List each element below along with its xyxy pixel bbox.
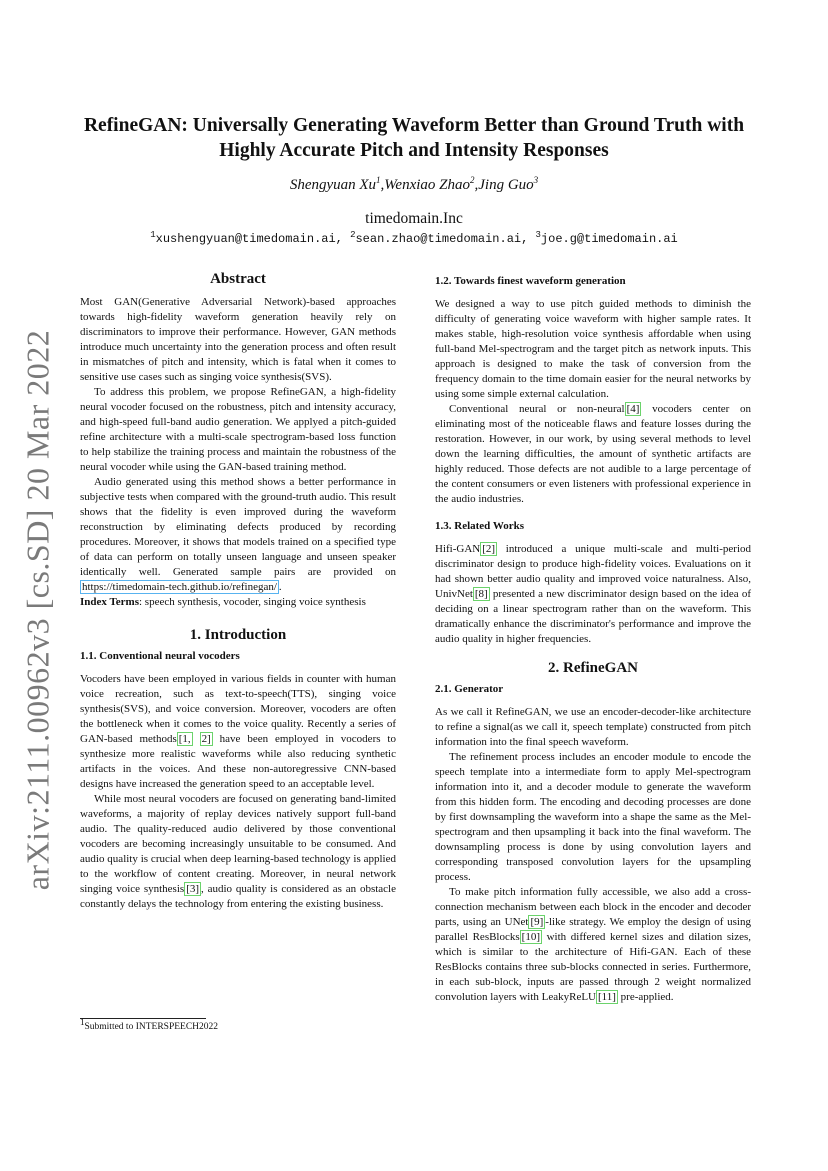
subsection-heading: 1.2. Towards finest waveform generation bbox=[435, 275, 626, 287]
citation-link[interactable]: 2] bbox=[201, 733, 211, 745]
email-mark: 1 bbox=[150, 230, 156, 240]
body-paragraph: As we call it RefineGAN, we use an encoder-decoder-like architecture to refine a signal(as we call it, speech template) constructed from pitch information into the final speech waveform. bbox=[435, 706, 751, 748]
body-paragraph bbox=[80, 792, 396, 912]
paper-title: RefineGAN: Universally Generating Waveform Better than Ground Truth with Highly Accurate Pitch and Intensity Responses bbox=[83, 115, 745, 161]
abstract-heading: Abstract bbox=[210, 271, 266, 287]
footnote bbox=[80, 1018, 396, 1032]
citation-link[interactable]: [3] bbox=[186, 883, 200, 895]
subsection-heading: 1.3. Related Works bbox=[435, 520, 525, 532]
author-affil-mark: 3 bbox=[533, 175, 539, 185]
citation-link[interactable]: [10] bbox=[521, 931, 540, 943]
body-text: with differed kernel sizes and dilation sizes, which is similar to the architecture of Hifi-GAN. Each of these ResBlocks contains three sub-blocks connected in series. Furthermore, in each sub-block, inputs are passed through 2 weight normalized convolution layers with LeakyReLU bbox=[435, 931, 751, 1003]
author-email: joe.g@timedomain.ai bbox=[540, 232, 678, 246]
author-email: xushengyuan@timedomain.ai, bbox=[155, 232, 343, 246]
introduction-heading: 1. Introduction bbox=[189, 627, 287, 643]
body-paragraph bbox=[80, 672, 396, 792]
author-name: Shengyuan Xu bbox=[289, 177, 377, 193]
footnote-mark: 1 bbox=[80, 1017, 85, 1027]
body-text: vocoders center on eliminating most of the noticeable flaws and feature losses during the restoration. However, in our work, by using several methods to level down the learning difficulties, the amount of synthetic artifacts are highly reduced. Those defects are not audible to a large percentage of the content consumers or even listeners with professional experience in the audio industries. bbox=[435, 403, 751, 505]
author-emails bbox=[80, 232, 748, 246]
subsection-heading: 1.1. Conventional neural vocoders bbox=[80, 650, 240, 662]
footnote-rule bbox=[80, 1018, 206, 1019]
body-text: pre-applied. bbox=[617, 991, 674, 1003]
author-affil-mark: 2 bbox=[470, 175, 475, 185]
subsection-heading: 2.1. Generator bbox=[435, 683, 504, 695]
body-text: While most neural vocoders are focused on generating band-limited waveforms, a majority of replay devices natively support full-band audio. The quality-reduced audio delivered by those conventional vocoders are becoming increasingly unsuitable to be consumed. And audio quality is crucial when deep learning-based technology is applied to the workflow of content creating. Moreover, in neural network singing voice synthesis bbox=[80, 793, 396, 895]
index-terms-text: : speech synthesis, vocoder, singing voice synthesis bbox=[139, 596, 366, 608]
body-text: presented a new discriminator design based on the idea of deciding on a linear spectrogram rather than on the waveform. This dramatically enhance the discriminator's performance and improve the audio quality in higher frequencies. bbox=[435, 588, 751, 645]
abstract-text: Audio generated using this method shows a better performance in subjective tests when compared with the ground-truth audio. This result shows that the fidelity is even improved during the waveform reconstruction by eliminating defects produced by recording procedures. Moreover, it shows that models trained on a specified type of data can perform on totally unseen language and unseen speaker identically well. Generated sample pairs are provided on bbox=[80, 476, 396, 578]
abstract-text: . bbox=[278, 581, 282, 593]
arxiv-id-text: arXiv:2111.00962v3 [cs.SD] 20 Mar 2022 bbox=[19, 329, 56, 891]
body-paragraph bbox=[435, 542, 751, 647]
affiliation: timedomain.Inc bbox=[365, 210, 463, 227]
citation-link[interactable]: [2] bbox=[482, 543, 496, 555]
citation-link[interactable]: [4] bbox=[626, 403, 640, 415]
index-terms-label: Index Terms bbox=[80, 596, 139, 608]
author-name: Jing Guo bbox=[478, 177, 534, 193]
author-name: Wenxiao Zhao bbox=[384, 177, 470, 193]
citation-link[interactable]: [1, bbox=[178, 733, 191, 745]
body-text: Hifi-GAN bbox=[435, 543, 481, 555]
author-list: Shengyuan Xu$^1$,Wenxiao Zhao$^2$,Jing Guo$^3$ bbox=[289, 175, 539, 193]
citation-link[interactable]: [8] bbox=[474, 588, 488, 600]
abstract-paragraph bbox=[80, 475, 396, 595]
body-text: , audio quality is considered as an obstacle constantly delays the technology from entering the existing business. bbox=[80, 883, 396, 910]
author-email: sean.zhao@timedomain.ai, bbox=[355, 232, 529, 246]
sample-pairs-link[interactable]: https://timedomain-tech.github.io/refinegan/ bbox=[82, 581, 277, 593]
right-column bbox=[435, 274, 751, 1005]
body-text: -like strategy. We employ the design of using parallel ResBlocks bbox=[435, 916, 751, 943]
author-affil-mark: 1 bbox=[376, 175, 381, 185]
body-paragraph bbox=[435, 885, 751, 1005]
abstract-paragraph: Most GAN(Generative Adversarial Network)-based approaches towards high-fidelity waveform generation heavily rely on discriminators to improve their performance. However, GAN methods introduce much uncertainty into the generation process and often result in mismatches of pitch and intensity, which is fatal when it comes to sensitive use cases such as singing voice synthesis(SVS). bbox=[80, 296, 396, 383]
body-text: Conventional neural or non-neural bbox=[449, 403, 625, 415]
email-mark: 3 bbox=[535, 230, 541, 240]
email-mark: 2 bbox=[350, 230, 356, 240]
refinegan-heading: 2. RefineGAN bbox=[548, 660, 638, 676]
left-column bbox=[80, 272, 396, 912]
index-terms bbox=[80, 595, 396, 610]
body-paragraph bbox=[435, 402, 751, 507]
body-text: introduced a unique multi-scale and multi-period discriminator design to produce high-fidelity voices. Evaluations on it had shown better audio quality and improved voice naturalness. Also, UnivNet bbox=[435, 543, 751, 600]
body-text: have been employed in vocoders to synthesize more realistic waveforms while also reducing synthetic artifacts in the voices. And these non-autoregressive CNN-based designs have increased the generation speed to an acceptable level. bbox=[80, 733, 396, 790]
body-text: To make pitch information fully accessible, we also add a cross-connection mechanism between each block in the encoder and decoder parts, using an UNet bbox=[435, 886, 751, 928]
body-paragraph: We designed a way to use pitch guided methods to diminish the difficulty of generating voice waveform with higher sample rates. It makes stable, high-resolution voice synthesis affordable when using full-band Mel-spectrogram and the target pitch as network inputs. This approach is designed to make the task of conversion from the frequency domain to the time domain easier for the neural networks by using some simple external calculation. bbox=[435, 298, 751, 400]
body-text: Vocoders have been employed in various fields in counter with human voice recreation, such as text-to-speech(TTS), singing voice synthesis(SVS), and voice conversion. Moreover, vocoders are often the bottleneck when it comes to the voice quality. Recently a series of GAN-based methods bbox=[80, 673, 396, 745]
arxiv-identifier bbox=[18, 329, 58, 891]
citation-link[interactable]: [11] bbox=[598, 991, 616, 1003]
abstract-paragraph: To address this problem, we propose RefineGAN, a high-fidelity neural vocoder focused on the robustness, pitch and intensity accuracy, and high-speed full-band audio generation. We applyed a pitch-guided refine architecture with a multi-scale spectrogram-based loss function to help stabilize the training process and maintain the robustness of the neural vocoder while using the GAN-based training method. bbox=[80, 386, 396, 473]
body-paragraph: The refinement process includes an encoder module to encode the speech template into a intermediate form to apply Mel-spectrogram information into it, and a decoder module to generate the waveform from this hidden form. The encoding and decoding processes are done by first downsampling the waveform into a shape the same as the Mel-spectrogram and then upsampling it back into the final waveform. The downsampling process is done by using convolution layers and corresponding transposed convolution layers for the upsampling process. bbox=[435, 751, 751, 883]
citation-link[interactable]: [9] bbox=[530, 916, 544, 928]
footnote-text: Submitted to INTERSPEECH2022 bbox=[84, 1022, 219, 1033]
